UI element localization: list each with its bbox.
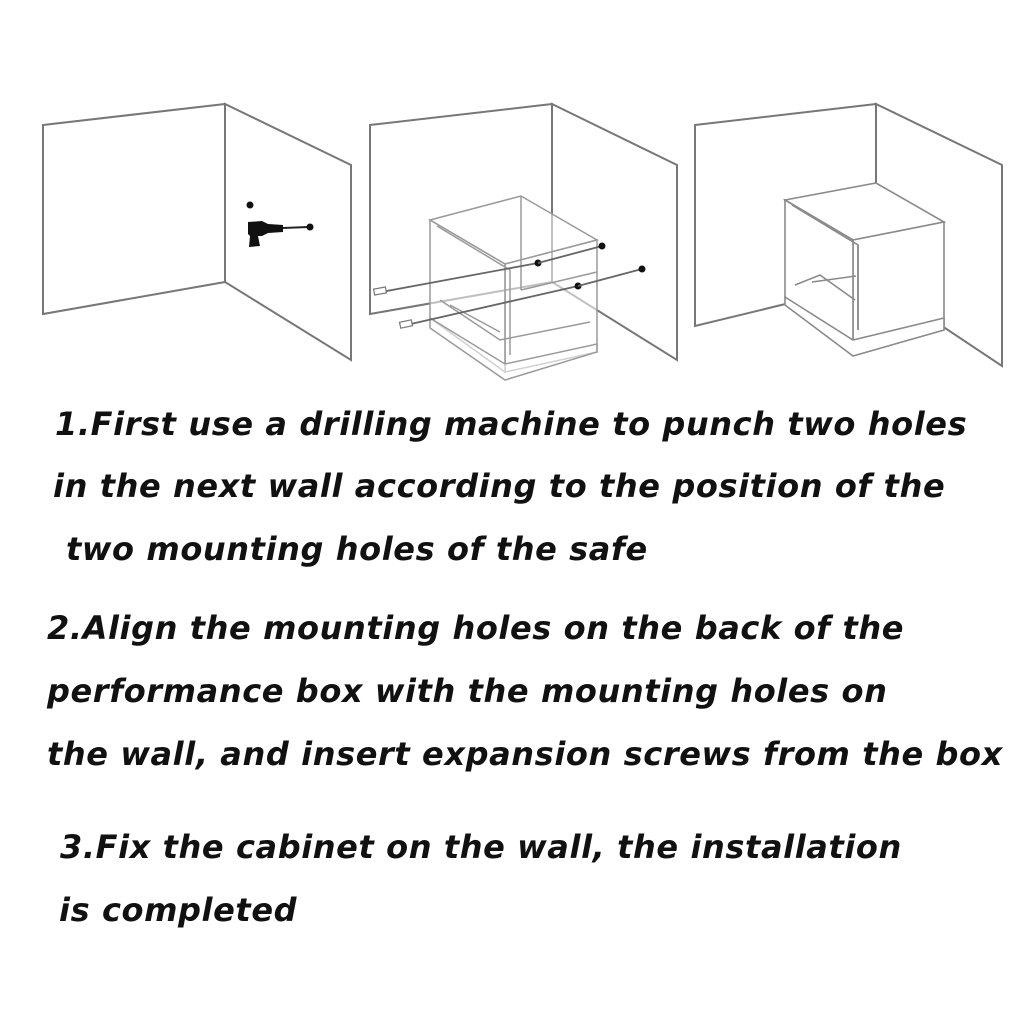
- step-2-line-2: performance box with the mounting holes on: [47, 672, 888, 710]
- left-wall: [43, 104, 225, 314]
- step-3-line-1: 3.Fix the cabinet on the wall, the installation: [60, 828, 902, 866]
- step-1-line-3: two mounting holes of the safe: [66, 530, 648, 568]
- right-wall: [225, 104, 351, 360]
- installation-diagram: [0, 0, 1024, 400]
- panel-3-completed: [695, 104, 1002, 366]
- panel-2-aligning: [370, 104, 677, 380]
- step-1-line-1: 1.First use a drilling machine to punch two holes: [55, 405, 968, 443]
- cabinet-mounted: [785, 183, 944, 356]
- step-1-line-2: in the next wall according to the position of the: [53, 467, 946, 505]
- step-2-line-3: the wall, and insert expansion screws from the box: [47, 735, 1003, 773]
- mounting-hole-mark: [247, 202, 254, 209]
- step-2-line-1: 2.Align the mounting holes on the back of the: [47, 609, 905, 647]
- step-3-line-2: is completed: [59, 891, 298, 929]
- panel-1-drilling: [43, 104, 351, 360]
